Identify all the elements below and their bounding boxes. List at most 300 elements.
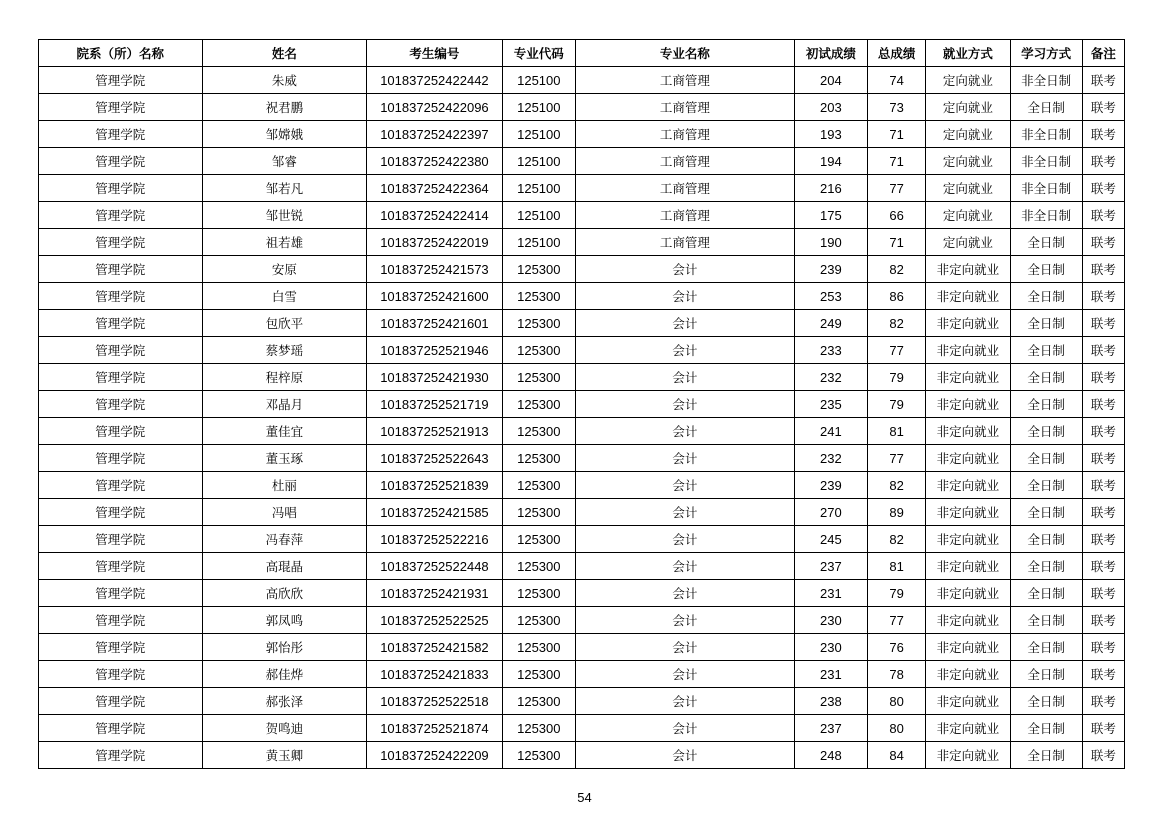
name-cell: 祖若雄 (202, 229, 367, 256)
department-cell: 管理学院 (39, 445, 203, 472)
candidate-id-cell: 101837252421585 (367, 499, 502, 526)
name-cell: 邹若凡 (202, 175, 367, 202)
remarks-cell: 联考 (1082, 391, 1124, 418)
preliminary-score-cell: 203 (794, 94, 867, 121)
admission-roster-table (38, 39, 1125, 769)
name-cell: 祝君鹏 (202, 94, 367, 121)
employment-type-cell: 定向就业 (926, 94, 1010, 121)
total-score-cell: 77 (868, 607, 926, 634)
study-mode-cell: 非全日制 (1010, 121, 1082, 148)
major-code-cell: 125300 (502, 661, 575, 688)
candidate-id-cell: 101837252422442 (367, 67, 502, 94)
table-row (39, 229, 1125, 256)
remarks-cell: 联考 (1082, 634, 1124, 661)
study-mode-cell: 全日制 (1010, 310, 1082, 337)
name-cell: 包欣平 (202, 310, 367, 337)
candidate-id-cell: 101837252422209 (367, 742, 502, 769)
header-study-mode: 学习方式 (1010, 40, 1082, 67)
major-code-cell: 125300 (502, 472, 575, 499)
remarks-cell: 联考 (1082, 688, 1124, 715)
study-mode-cell: 全日制 (1010, 391, 1082, 418)
department-cell: 管理学院 (39, 715, 203, 742)
table-row (39, 661, 1125, 688)
study-mode-cell: 全日制 (1010, 661, 1082, 688)
major-code-cell: 125300 (502, 607, 575, 634)
preliminary-score-cell: 270 (794, 499, 867, 526)
department-cell: 管理学院 (39, 337, 203, 364)
remarks-cell: 联考 (1082, 283, 1124, 310)
name-cell: 郝张泽 (202, 688, 367, 715)
table-row (39, 580, 1125, 607)
table-row (39, 715, 1125, 742)
department-cell: 管理学院 (39, 256, 203, 283)
name-cell: 高琨晶 (202, 553, 367, 580)
major-name-cell: 会计 (575, 283, 794, 310)
study-mode-cell: 全日制 (1010, 418, 1082, 445)
remarks-cell: 联考 (1082, 445, 1124, 472)
total-score-cell: 80 (868, 688, 926, 715)
remarks-cell: 联考 (1082, 742, 1124, 769)
department-cell: 管理学院 (39, 607, 203, 634)
name-cell: 黄玉卿 (202, 742, 367, 769)
remarks-cell: 联考 (1082, 553, 1124, 580)
study-mode-cell: 全日制 (1010, 445, 1082, 472)
major-code-cell: 125300 (502, 634, 575, 661)
department-cell: 管理学院 (39, 418, 203, 445)
candidate-id-cell: 101837252421573 (367, 256, 502, 283)
total-score-cell: 79 (868, 580, 926, 607)
major-code-cell: 125300 (502, 445, 575, 472)
total-score-cell: 77 (868, 175, 926, 202)
table-row (39, 67, 1125, 94)
total-score-cell: 77 (868, 445, 926, 472)
department-cell: 管理学院 (39, 67, 203, 94)
major-name-cell: 工商管理 (575, 67, 794, 94)
major-name-cell: 会计 (575, 715, 794, 742)
total-score-cell: 84 (868, 742, 926, 769)
study-mode-cell: 非全日制 (1010, 67, 1082, 94)
major-code-cell: 125300 (502, 337, 575, 364)
study-mode-cell: 全日制 (1010, 229, 1082, 256)
department-cell: 管理学院 (39, 580, 203, 607)
total-score-cell: 81 (868, 418, 926, 445)
remarks-cell: 联考 (1082, 202, 1124, 229)
total-score-cell: 82 (868, 310, 926, 337)
total-score-cell: 71 (868, 121, 926, 148)
table-row (39, 634, 1125, 661)
name-cell: 邹睿 (202, 148, 367, 175)
total-score-cell: 86 (868, 283, 926, 310)
study-mode-cell: 非全日制 (1010, 202, 1082, 229)
department-cell: 管理学院 (39, 283, 203, 310)
preliminary-score-cell: 194 (794, 148, 867, 175)
table-row (39, 391, 1125, 418)
candidate-id-cell: 101837252422380 (367, 148, 502, 175)
name-cell: 高欣欣 (202, 580, 367, 607)
preliminary-score-cell: 235 (794, 391, 867, 418)
name-cell: 杜丽 (202, 472, 367, 499)
candidate-id-cell: 101837252521874 (367, 715, 502, 742)
employment-type-cell: 定向就业 (926, 175, 1010, 202)
remarks-cell: 联考 (1082, 229, 1124, 256)
major-name-cell: 会计 (575, 499, 794, 526)
name-cell: 董佳宜 (202, 418, 367, 445)
header-candidate-id: 考生编号 (367, 40, 502, 67)
total-score-cell: 76 (868, 634, 926, 661)
study-mode-cell: 非全日制 (1010, 175, 1082, 202)
remarks-cell: 联考 (1082, 472, 1124, 499)
major-name-cell: 工商管理 (575, 175, 794, 202)
study-mode-cell: 全日制 (1010, 94, 1082, 121)
remarks-cell: 联考 (1082, 580, 1124, 607)
candidate-id-cell: 101837252522643 (367, 445, 502, 472)
department-cell: 管理学院 (39, 310, 203, 337)
major-code-cell: 125300 (502, 418, 575, 445)
major-code-cell: 125300 (502, 391, 575, 418)
preliminary-score-cell: 175 (794, 202, 867, 229)
total-score-cell: 79 (868, 364, 926, 391)
candidate-id-cell: 101837252422364 (367, 175, 502, 202)
employment-type-cell: 定向就业 (926, 121, 1010, 148)
page-number: 54 (577, 790, 592, 805)
major-code-cell: 125300 (502, 364, 575, 391)
preliminary-score-cell: 239 (794, 256, 867, 283)
employment-type-cell: 非定向就业 (926, 472, 1010, 499)
candidate-id-cell: 101837252421930 (367, 364, 502, 391)
remarks-cell: 联考 (1082, 67, 1124, 94)
department-cell: 管理学院 (39, 148, 203, 175)
name-cell: 郭凤鸣 (202, 607, 367, 634)
department-cell: 管理学院 (39, 742, 203, 769)
study-mode-cell: 全日制 (1010, 553, 1082, 580)
header-preliminary-score: 初试成绩 (794, 40, 867, 67)
total-score-cell: 74 (868, 67, 926, 94)
preliminary-score-cell: 253 (794, 283, 867, 310)
table-row (39, 175, 1125, 202)
remarks-cell: 联考 (1082, 364, 1124, 391)
major-code-cell: 125300 (502, 580, 575, 607)
employment-type-cell: 非定向就业 (926, 445, 1010, 472)
department-cell: 管理学院 (39, 634, 203, 661)
remarks-cell: 联考 (1082, 94, 1124, 121)
candidate-id-cell: 101837252421582 (367, 634, 502, 661)
header-major-code: 专业代码 (502, 40, 575, 67)
name-cell: 蔡梦瑶 (202, 337, 367, 364)
employment-type-cell: 非定向就业 (926, 256, 1010, 283)
remarks-cell: 联考 (1082, 337, 1124, 364)
preliminary-score-cell: 231 (794, 580, 867, 607)
study-mode-cell: 全日制 (1010, 256, 1082, 283)
major-name-cell: 会计 (575, 688, 794, 715)
remarks-cell: 联考 (1082, 715, 1124, 742)
remarks-cell: 联考 (1082, 256, 1124, 283)
table-body (39, 67, 1125, 769)
department-cell: 管理学院 (39, 202, 203, 229)
major-code-cell: 125100 (502, 121, 575, 148)
table-row (39, 337, 1125, 364)
major-name-cell: 会计 (575, 607, 794, 634)
table-row (39, 418, 1125, 445)
preliminary-score-cell: 248 (794, 742, 867, 769)
employment-type-cell: 非定向就业 (926, 364, 1010, 391)
employment-type-cell: 非定向就业 (926, 742, 1010, 769)
department-cell: 管理学院 (39, 94, 203, 121)
study-mode-cell: 全日制 (1010, 607, 1082, 634)
department-cell: 管理学院 (39, 229, 203, 256)
major-name-cell: 会计 (575, 580, 794, 607)
total-score-cell: 82 (868, 256, 926, 283)
remarks-cell: 联考 (1082, 148, 1124, 175)
study-mode-cell: 全日制 (1010, 364, 1082, 391)
name-cell: 贺鸣迪 (202, 715, 367, 742)
name-cell: 邹世锐 (202, 202, 367, 229)
candidate-id-cell: 101837252521946 (367, 337, 502, 364)
candidate-id-cell: 101837252422019 (367, 229, 502, 256)
department-cell: 管理学院 (39, 661, 203, 688)
major-name-cell: 工商管理 (575, 202, 794, 229)
remarks-cell: 联考 (1082, 310, 1124, 337)
total-score-cell: 73 (868, 94, 926, 121)
total-score-cell: 77 (868, 337, 926, 364)
preliminary-score-cell: 233 (794, 337, 867, 364)
preliminary-score-cell: 204 (794, 67, 867, 94)
name-cell: 白雪 (202, 283, 367, 310)
candidate-id-cell: 101837252422414 (367, 202, 502, 229)
major-name-cell: 会计 (575, 418, 794, 445)
remarks-cell: 联考 (1082, 526, 1124, 553)
study-mode-cell: 全日制 (1010, 634, 1082, 661)
preliminary-score-cell: 237 (794, 715, 867, 742)
table-row (39, 94, 1125, 121)
study-mode-cell: 全日制 (1010, 688, 1082, 715)
major-code-cell: 125100 (502, 148, 575, 175)
major-name-cell: 会计 (575, 553, 794, 580)
header-major-name: 专业名称 (575, 40, 794, 67)
table-row (39, 742, 1125, 769)
name-cell: 邓晶月 (202, 391, 367, 418)
study-mode-cell: 全日制 (1010, 472, 1082, 499)
major-name-cell: 会计 (575, 445, 794, 472)
table-row (39, 553, 1125, 580)
candidate-id-cell: 101837252521719 (367, 391, 502, 418)
preliminary-score-cell: 231 (794, 661, 867, 688)
table-row (39, 202, 1125, 229)
major-name-cell: 会计 (575, 310, 794, 337)
major-name-cell: 会计 (575, 661, 794, 688)
preliminary-score-cell: 193 (794, 121, 867, 148)
employment-type-cell: 非定向就业 (926, 337, 1010, 364)
total-score-cell: 71 (868, 229, 926, 256)
major-name-cell: 工商管理 (575, 229, 794, 256)
major-name-cell: 工商管理 (575, 94, 794, 121)
table-row (39, 283, 1125, 310)
total-score-cell: 89 (868, 499, 926, 526)
candidate-id-cell: 101837252521839 (367, 472, 502, 499)
department-cell: 管理学院 (39, 553, 203, 580)
table-row (39, 256, 1125, 283)
header-total-score: 总成绩 (868, 40, 926, 67)
major-code-cell: 125300 (502, 310, 575, 337)
major-name-cell: 会计 (575, 364, 794, 391)
table-row (39, 310, 1125, 337)
department-cell: 管理学院 (39, 391, 203, 418)
preliminary-score-cell: 241 (794, 418, 867, 445)
major-code-cell: 125300 (502, 256, 575, 283)
header-employment-type: 就业方式 (926, 40, 1010, 67)
major-name-cell: 会计 (575, 391, 794, 418)
major-code-cell: 125300 (502, 688, 575, 715)
candidate-id-cell: 101837252522448 (367, 553, 502, 580)
major-code-cell: 125100 (502, 94, 575, 121)
major-name-cell: 会计 (575, 526, 794, 553)
candidate-id-cell: 101837252421600 (367, 283, 502, 310)
employment-type-cell: 定向就业 (926, 229, 1010, 256)
header-row (39, 40, 1125, 67)
candidate-id-cell: 101837252422397 (367, 121, 502, 148)
candidate-id-cell: 101837252421601 (367, 310, 502, 337)
employment-type-cell: 非定向就业 (926, 283, 1010, 310)
major-name-cell: 工商管理 (575, 148, 794, 175)
total-score-cell: 81 (868, 553, 926, 580)
candidate-id-cell: 101837252522518 (367, 688, 502, 715)
employment-type-cell: 非定向就业 (926, 526, 1010, 553)
major-name-cell: 会计 (575, 256, 794, 283)
preliminary-score-cell: 237 (794, 553, 867, 580)
preliminary-score-cell: 232 (794, 364, 867, 391)
department-cell: 管理学院 (39, 688, 203, 715)
study-mode-cell: 全日制 (1010, 742, 1082, 769)
remarks-cell: 联考 (1082, 175, 1124, 202)
preliminary-score-cell: 230 (794, 634, 867, 661)
major-code-cell: 125100 (502, 202, 575, 229)
remarks-cell: 联考 (1082, 499, 1124, 526)
major-name-cell: 会计 (575, 337, 794, 364)
department-cell: 管理学院 (39, 526, 203, 553)
candidate-id-cell: 101837252521913 (367, 418, 502, 445)
header-name: 姓名 (202, 40, 367, 67)
preliminary-score-cell: 249 (794, 310, 867, 337)
major-code-cell: 125100 (502, 175, 575, 202)
employment-type-cell: 非定向就业 (926, 634, 1010, 661)
employment-type-cell: 非定向就业 (926, 715, 1010, 742)
name-cell: 安原 (202, 256, 367, 283)
employment-type-cell: 非定向就业 (926, 391, 1010, 418)
remarks-cell: 联考 (1082, 607, 1124, 634)
study-mode-cell: 全日制 (1010, 337, 1082, 364)
table-row (39, 472, 1125, 499)
name-cell: 郭怡彤 (202, 634, 367, 661)
employment-type-cell: 非定向就业 (926, 688, 1010, 715)
study-mode-cell: 全日制 (1010, 715, 1082, 742)
major-code-cell: 125100 (502, 67, 575, 94)
name-cell: 冯唱 (202, 499, 367, 526)
total-score-cell: 71 (868, 148, 926, 175)
employment-type-cell: 非定向就业 (926, 580, 1010, 607)
major-code-cell: 125300 (502, 283, 575, 310)
study-mode-cell: 全日制 (1010, 499, 1082, 526)
study-mode-cell: 全日制 (1010, 526, 1082, 553)
employment-type-cell: 非定向就业 (926, 418, 1010, 445)
header-remarks: 备注 (1082, 40, 1124, 67)
total-score-cell: 78 (868, 661, 926, 688)
employment-type-cell: 非定向就业 (926, 310, 1010, 337)
table-row (39, 607, 1125, 634)
employment-type-cell: 定向就业 (926, 202, 1010, 229)
name-cell: 程梓原 (202, 364, 367, 391)
employment-type-cell: 非定向就业 (926, 661, 1010, 688)
table-row (39, 526, 1125, 553)
table-header (39, 40, 1125, 67)
employment-type-cell: 定向就业 (926, 148, 1010, 175)
preliminary-score-cell: 245 (794, 526, 867, 553)
remarks-cell: 联考 (1082, 121, 1124, 148)
preliminary-score-cell: 190 (794, 229, 867, 256)
major-code-cell: 125300 (502, 499, 575, 526)
major-name-cell: 会计 (575, 634, 794, 661)
total-score-cell: 66 (868, 202, 926, 229)
table-row (39, 445, 1125, 472)
employment-type-cell: 定向就业 (926, 67, 1010, 94)
name-cell: 朱威 (202, 67, 367, 94)
major-name-cell: 工商管理 (575, 121, 794, 148)
candidate-id-cell: 101837252422096 (367, 94, 502, 121)
department-cell: 管理学院 (39, 364, 203, 391)
preliminary-score-cell: 239 (794, 472, 867, 499)
department-cell: 管理学院 (39, 175, 203, 202)
candidate-id-cell: 101837252421833 (367, 661, 502, 688)
name-cell: 邹嫦娥 (202, 121, 367, 148)
remarks-cell: 联考 (1082, 418, 1124, 445)
major-name-cell: 会计 (575, 472, 794, 499)
study-mode-cell: 全日制 (1010, 580, 1082, 607)
remarks-cell: 联考 (1082, 661, 1124, 688)
name-cell: 董玉琢 (202, 445, 367, 472)
total-score-cell: 82 (868, 472, 926, 499)
major-code-cell: 125300 (502, 553, 575, 580)
major-code-cell: 125300 (502, 742, 575, 769)
candidate-id-cell: 101837252522216 (367, 526, 502, 553)
table-row (39, 148, 1125, 175)
name-cell: 冯春萍 (202, 526, 367, 553)
total-score-cell: 80 (868, 715, 926, 742)
department-cell: 管理学院 (39, 121, 203, 148)
header-department: 院系（所）名称 (39, 40, 203, 67)
table-row (39, 688, 1125, 715)
name-cell: 郝佳烨 (202, 661, 367, 688)
study-mode-cell: 非全日制 (1010, 148, 1082, 175)
employment-type-cell: 非定向就业 (926, 607, 1010, 634)
study-mode-cell: 全日制 (1010, 283, 1082, 310)
major-code-cell: 125300 (502, 526, 575, 553)
table-row (39, 364, 1125, 391)
total-score-cell: 82 (868, 526, 926, 553)
table-row (39, 499, 1125, 526)
total-score-cell: 79 (868, 391, 926, 418)
major-name-cell: 会计 (575, 742, 794, 769)
preliminary-score-cell: 230 (794, 607, 867, 634)
candidate-id-cell: 101837252421931 (367, 580, 502, 607)
candidate-id-cell: 101837252522525 (367, 607, 502, 634)
department-cell: 管理学院 (39, 472, 203, 499)
major-code-cell: 125300 (502, 715, 575, 742)
preliminary-score-cell: 232 (794, 445, 867, 472)
table-row (39, 121, 1125, 148)
employment-type-cell: 非定向就业 (926, 499, 1010, 526)
major-code-cell: 125100 (502, 229, 575, 256)
employment-type-cell: 非定向就业 (926, 553, 1010, 580)
preliminary-score-cell: 216 (794, 175, 867, 202)
department-cell: 管理学院 (39, 499, 203, 526)
